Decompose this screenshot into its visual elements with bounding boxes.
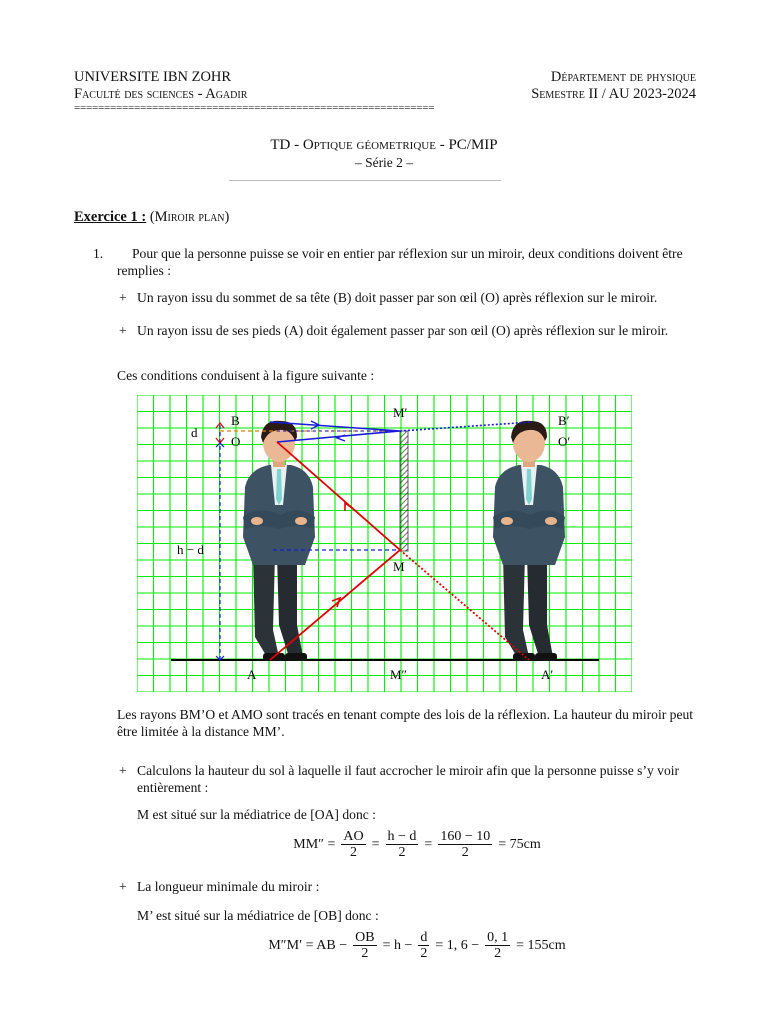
- label-m-double-prime: M″: [390, 667, 407, 682]
- fraction: $\frac{d}{2}$: [420, 930, 428, 961]
- exercise-topic: (Miroir plan): [149, 209, 230, 225]
- label-b-prime: B′: [558, 413, 570, 428]
- height-question: Calculons la hauteur du sol à laquelle il faut accrocher le miroir afin que la personne puisse s’y voir entièrement :: [137, 763, 680, 795]
- label-o: O: [231, 434, 241, 449]
- bullet-marker: +: [119, 323, 127, 338]
- faculty-name: Faculté des sciences - Agadir: [74, 86, 248, 102]
- person-figure: [243, 421, 315, 661]
- condition-1: Un rayon issu du sommet de sa tête (B) doit passer par son œil (O) après réflexion sur le miroir.: [137, 290, 658, 305]
- eq-mid: = 1, 6 −: [435, 937, 480, 953]
- exercise-heading: [74, 209, 229, 226]
- length-question: La longueur minimale du miroir :: [137, 879, 320, 894]
- fraction: $\frac{0, 1}{2}$: [487, 930, 509, 961]
- label-h-minus-d: h − d: [177, 542, 204, 557]
- label-a-prime: A′: [541, 667, 554, 682]
- mirror-figure: [137, 395, 632, 692]
- condition-2: Un rayon issu de ses pieds (A) doit également passer par son œil (O) après réflexion sur le miroir.: [137, 323, 669, 338]
- label-m: M: [393, 559, 405, 574]
- title-separator: [229, 180, 501, 181]
- eq-sign: =: [424, 836, 433, 852]
- rays-explanation: Les rayons BM’O et AMO sont tracés en tenant compte des lois de la réflexion. La hauteur du miroir peut être limitée à la distance MM’.: [117, 707, 694, 739]
- bullet-marker: +: [119, 290, 127, 305]
- header-rule: ============================================================: [74, 102, 435, 114]
- department-name: Département de physique: [550, 69, 696, 85]
- exercise-label: Exercice 1 :: [74, 209, 147, 225]
- height-equation: [137, 829, 697, 860]
- height-statement: M est situé sur la médiatrice de [OA] donc :: [137, 807, 376, 822]
- eq-result: = 155cm: [516, 937, 566, 953]
- eq-lhs: M″M′ = AB −: [268, 937, 348, 953]
- question-intro: Pour que la personne puisse se voir en entier par réflexion sur un miroir, deux conditions doivent être remplies :: [117, 246, 683, 278]
- length-statement: M’ est situé sur la médiatrice de [OB] donc :: [137, 908, 379, 923]
- mirror: [400, 431, 408, 551]
- length-equation: [137, 930, 697, 961]
- eq-sign: =: [371, 836, 380, 852]
- label-b: B: [231, 413, 240, 428]
- eq-lhs: MM″ =: [293, 836, 336, 852]
- fraction: $\frac{OB}{2}$: [355, 930, 375, 961]
- label-o-prime: O′: [558, 434, 571, 449]
- fraction: $\frac{AO}{2}$: [343, 829, 364, 860]
- bullet-marker: +: [119, 879, 127, 894]
- eq-mid: = h −: [382, 937, 413, 953]
- series-label: – Série 2 –: [354, 155, 414, 170]
- question-number: 1.: [93, 246, 104, 261]
- label-m-prime: M′: [393, 405, 408, 420]
- fraction: $\frac{160 - 10}{2}$: [440, 829, 491, 860]
- university-name: UNIVERSITE IBN ZOHR: [74, 69, 232, 85]
- semester-info: Semestre II / AU 2023-2024: [531, 86, 696, 102]
- fraction: $\frac{h - d}{2}$: [387, 829, 417, 860]
- figure-intro: Ces conditions conduisent à la figure suivante :: [117, 368, 375, 383]
- image-person-figure: [493, 421, 565, 661]
- label-a: A: [247, 667, 257, 682]
- eq-result: = 75cm: [498, 836, 541, 852]
- label-d: d: [191, 425, 198, 440]
- document-title: TD - Optique géometrique - PC/MIP: [270, 137, 498, 153]
- bullet-marker: +: [119, 763, 127, 778]
